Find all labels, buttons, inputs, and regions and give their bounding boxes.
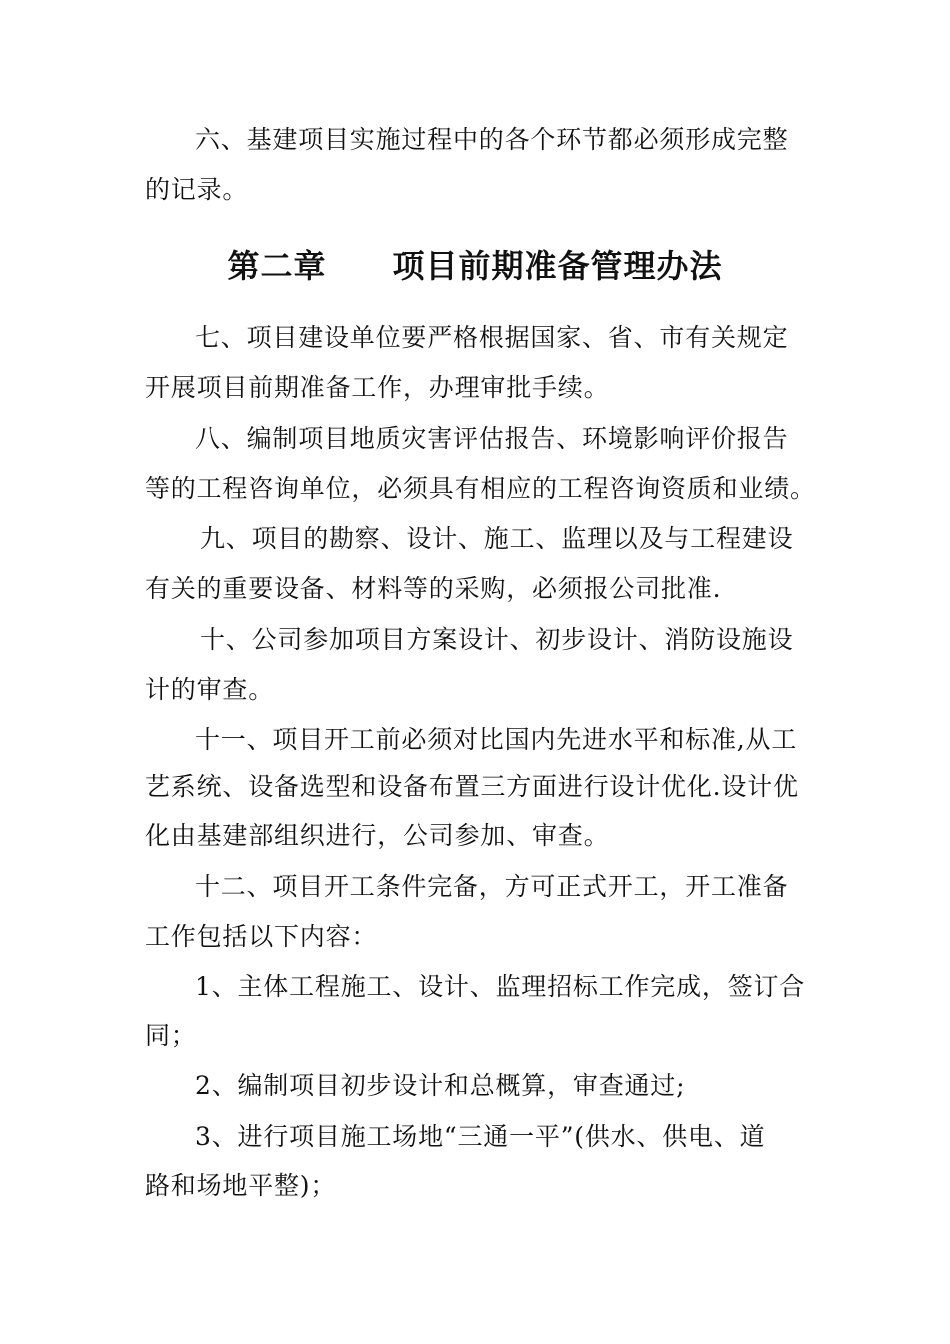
- paragraph-12-line-2: 工作包括以下内容：: [145, 922, 378, 951]
- paragraph-6-line-1: 六、基建项目实施过程中的各个环节都必须形成完整: [195, 125, 789, 154]
- paragraph-8-line-2: 等的工程咨询单位，必须具有相应的工程咨询资质和业绩。: [145, 474, 816, 503]
- paragraph-11-line-3: 化由基建部组织进行，公司参加、审查。: [145, 821, 610, 850]
- paragraph-10-line-1: 十、公司参加项目方案设计、初步设计、消防设施设: [200, 625, 794, 654]
- paragraph-7-line-2: 开展项目前期准备工作，办理审批手续。: [145, 373, 610, 402]
- chapter-title: 第二章 项目前期准备管理办法: [227, 247, 723, 285]
- paragraph-6-line-2: 的记录。: [145, 175, 249, 204]
- item-1-line-1: 1、主体工程施工、设计、监理招标工作完成，签订合: [195, 972, 806, 1001]
- item-2-line-1: 2、编制项目初步设计和总概算，审查通过;: [195, 1071, 686, 1100]
- item-1-line-2: 同；: [145, 1021, 197, 1050]
- paragraph-9-line-2: 有关的重要设备、材料等的采购，必须报公司批准.: [145, 574, 722, 603]
- item-3-line-1: 3、进行项目施工场地“三通一平”(供水、供电、道: [195, 1122, 766, 1151]
- paragraph-9-line-1: 九、项目的勘察、设计、施工、监理以及与工程建设: [200, 524, 794, 553]
- paragraph-11-line-2: 艺系统、设备选型和设备布置三方面进行设计优化.设计优: [145, 772, 799, 801]
- paragraph-7-line-1: 七、项目建设单位要严格根据国家、省、市有关规定: [195, 323, 789, 352]
- paragraph-12-line-1: 十二、项目开工条件完备，方可正式开工，开工准备: [195, 872, 789, 901]
- item-3-line-2: 路和场地平整)；: [145, 1171, 337, 1200]
- paragraph-10-line-2: 计的审查。: [145, 675, 275, 704]
- paragraph-8-line-1: 八、编制项目地质灾害评估报告、环境影响评价报告: [195, 424, 789, 453]
- paragraph-11-line-1: 十一、项目开工前必须对比国内先进水平和标准,从工: [195, 725, 798, 754]
